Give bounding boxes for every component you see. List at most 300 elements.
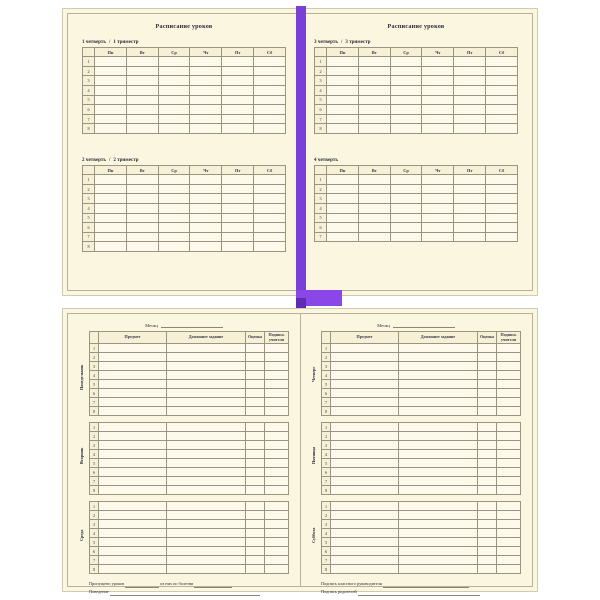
table-row[interactable] <box>322 353 521 362</box>
lesson-cell[interactable] <box>454 203 486 213</box>
signature-cell[interactable] <box>265 556 289 565</box>
lesson-cell[interactable] <box>454 194 486 204</box>
mark-cell[interactable] <box>246 538 265 547</box>
table-row[interactable] <box>90 538 289 547</box>
mark-cell[interactable] <box>478 344 497 353</box>
signature-cell[interactable] <box>265 468 289 477</box>
mark-cell[interactable] <box>478 459 497 468</box>
mark-cell[interactable] <box>478 353 497 362</box>
signature-cell[interactable] <box>265 477 289 486</box>
lesson-cell[interactable] <box>358 76 390 86</box>
signature-cell[interactable] <box>497 389 521 398</box>
lesson-cell[interactable] <box>158 223 190 233</box>
table-row[interactable] <box>83 105 286 115</box>
mark-cell[interactable] <box>478 477 497 486</box>
mark-cell[interactable] <box>478 362 497 371</box>
lesson-cell[interactable] <box>327 203 359 213</box>
lesson-cell[interactable] <box>327 114 359 124</box>
signature-cell[interactable] <box>265 423 289 432</box>
lesson-cell[interactable] <box>222 95 254 105</box>
lesson-cell[interactable] <box>222 213 254 223</box>
homework-cell[interactable] <box>399 547 478 556</box>
lesson-cell[interactable] <box>158 232 190 242</box>
signature-cell[interactable] <box>265 486 289 495</box>
subject-cell[interactable] <box>331 538 399 547</box>
subject-cell[interactable] <box>331 423 399 432</box>
subject-cell[interactable] <box>99 398 167 407</box>
mark-cell[interactable] <box>246 477 265 486</box>
lesson-cell[interactable] <box>158 194 190 204</box>
lesson-cell[interactable] <box>358 213 390 223</box>
mark-cell[interactable] <box>246 353 265 362</box>
table-row[interactable] <box>90 547 289 556</box>
homework-cell[interactable] <box>399 362 478 371</box>
table-row[interactable] <box>83 95 286 105</box>
lesson-cell[interactable] <box>358 232 390 242</box>
mark-cell[interactable] <box>246 547 265 556</box>
lesson-cell[interactable] <box>390 194 422 204</box>
lesson-cell[interactable] <box>158 76 190 86</box>
subject-cell[interactable] <box>99 556 167 565</box>
subject-cell[interactable] <box>331 459 399 468</box>
lesson-cell[interactable] <box>126 95 158 105</box>
signature-cell[interactable] <box>265 432 289 441</box>
homework-cell[interactable] <box>399 502 478 511</box>
table-row[interactable] <box>315 184 518 194</box>
homework-cell[interactable] <box>399 344 478 353</box>
table-row[interactable] <box>315 105 518 115</box>
signature-cell[interactable] <box>497 477 521 486</box>
lesson-cell[interactable] <box>486 95 518 105</box>
subject-cell[interactable] <box>331 477 399 486</box>
signature-cell[interactable] <box>265 344 289 353</box>
lesson-cell[interactable] <box>254 114 286 124</box>
lesson-cell[interactable] <box>486 66 518 76</box>
homework-cell[interactable] <box>167 398 246 407</box>
lesson-cell[interactable] <box>222 184 254 194</box>
signature-cell[interactable] <box>497 538 521 547</box>
lesson-cell[interactable] <box>358 124 390 134</box>
lesson-cell[interactable] <box>126 124 158 134</box>
subject-cell[interactable] <box>331 353 399 362</box>
homework-cell[interactable] <box>167 353 246 362</box>
lesson-cell[interactable] <box>454 175 486 185</box>
table-row[interactable] <box>322 468 521 477</box>
table-row[interactable] <box>90 502 289 511</box>
subject-cell[interactable] <box>99 353 167 362</box>
homework-cell[interactable] <box>399 380 478 389</box>
subject-cell[interactable] <box>331 362 399 371</box>
lesson-cell[interactable] <box>126 232 158 242</box>
lesson-cell[interactable] <box>95 213 127 223</box>
mark-cell[interactable] <box>478 371 497 380</box>
parent-signature-line[interactable] <box>358 590 480 596</box>
table-row[interactable] <box>90 486 289 495</box>
table-row[interactable] <box>315 114 518 124</box>
lesson-cell[interactable] <box>190 76 222 86</box>
signature-cell[interactable] <box>265 407 289 416</box>
subject-cell[interactable] <box>99 371 167 380</box>
table-row[interactable] <box>90 477 289 486</box>
mark-cell[interactable] <box>478 380 497 389</box>
table-row[interactable] <box>90 450 289 459</box>
lesson-cell[interactable] <box>358 57 390 67</box>
table-row[interactable] <box>315 175 518 185</box>
table-row[interactable] <box>83 175 286 185</box>
homework-cell[interactable] <box>399 565 478 574</box>
table-row[interactable] <box>90 459 289 468</box>
lesson-cell[interactable] <box>190 124 222 134</box>
lesson-cell[interactable] <box>390 85 422 95</box>
lesson-cell[interactable] <box>454 124 486 134</box>
lesson-cell[interactable] <box>222 114 254 124</box>
signature-cell[interactable] <box>497 486 521 495</box>
lesson-cell[interactable] <box>95 175 127 185</box>
signature-cell[interactable] <box>497 459 521 468</box>
mark-cell[interactable] <box>478 486 497 495</box>
lesson-cell[interactable] <box>422 85 454 95</box>
table-row[interactable] <box>315 232 518 242</box>
table-row[interactable] <box>315 95 518 105</box>
lesson-cell[interactable] <box>222 232 254 242</box>
lesson-cell[interactable] <box>390 232 422 242</box>
subject-cell[interactable] <box>331 502 399 511</box>
lesson-cell[interactable] <box>254 213 286 223</box>
lesson-cell[interactable] <box>486 124 518 134</box>
subject-cell[interactable] <box>331 389 399 398</box>
lesson-cell[interactable] <box>126 105 158 115</box>
signature-cell[interactable] <box>497 432 521 441</box>
lesson-cell[interactable] <box>126 76 158 86</box>
mark-cell[interactable] <box>246 344 265 353</box>
subject-cell[interactable] <box>99 459 167 468</box>
table-row[interactable] <box>322 511 521 520</box>
subject-cell[interactable] <box>99 520 167 529</box>
lesson-cell[interactable] <box>95 242 127 252</box>
lesson-cell[interactable] <box>158 66 190 76</box>
lesson-cell[interactable] <box>422 95 454 105</box>
signature-cell[interactable] <box>497 511 521 520</box>
table-row[interactable] <box>322 407 521 416</box>
mark-cell[interactable] <box>246 511 265 520</box>
homework-cell[interactable] <box>399 432 478 441</box>
lesson-cell[interactable] <box>222 175 254 185</box>
lesson-cell[interactable] <box>327 175 359 185</box>
subject-cell[interactable] <box>99 407 167 416</box>
subject-cell[interactable] <box>331 344 399 353</box>
month-write-line[interactable] <box>161 322 223 328</box>
homework-cell[interactable] <box>399 520 478 529</box>
mark-cell[interactable] <box>246 441 265 450</box>
mark-cell[interactable] <box>246 468 265 477</box>
table-row[interactable] <box>322 459 521 468</box>
table-row[interactable] <box>315 124 518 134</box>
table-row[interactable] <box>322 441 521 450</box>
lesson-cell[interactable] <box>390 66 422 76</box>
subject-cell[interactable] <box>99 423 167 432</box>
table-row[interactable] <box>83 66 286 76</box>
lesson-cell[interactable] <box>390 203 422 213</box>
mark-cell[interactable] <box>478 450 497 459</box>
homework-cell[interactable] <box>399 423 478 432</box>
lesson-cell[interactable] <box>95 76 127 86</box>
lesson-cell[interactable] <box>422 194 454 204</box>
lesson-cell[interactable] <box>422 66 454 76</box>
lesson-cell[interactable] <box>190 105 222 115</box>
homework-cell[interactable] <box>167 538 246 547</box>
lesson-cell[interactable] <box>454 95 486 105</box>
signature-cell[interactable] <box>497 371 521 380</box>
homework-cell[interactable] <box>167 468 246 477</box>
lesson-cell[interactable] <box>95 184 127 194</box>
mark-cell[interactable] <box>478 423 497 432</box>
subject-cell[interactable] <box>331 407 399 416</box>
lesson-cell[interactable] <box>95 66 127 76</box>
lesson-cell[interactable] <box>254 76 286 86</box>
homework-cell[interactable] <box>167 547 246 556</box>
subject-cell[interactable] <box>99 477 167 486</box>
table-row[interactable] <box>90 407 289 416</box>
lesson-cell[interactable] <box>358 203 390 213</box>
subject-cell[interactable] <box>99 468 167 477</box>
table-row[interactable] <box>315 203 518 213</box>
lesson-cell[interactable] <box>222 194 254 204</box>
mark-cell[interactable] <box>246 398 265 407</box>
table-row[interactable] <box>83 57 286 67</box>
lesson-cell[interactable] <box>95 223 127 233</box>
table-row[interactable] <box>90 432 289 441</box>
lesson-cell[interactable] <box>486 194 518 204</box>
table-row[interactable] <box>83 114 286 124</box>
lesson-cell[interactable] <box>126 223 158 233</box>
homework-cell[interactable] <box>167 389 246 398</box>
lesson-cell[interactable] <box>254 175 286 185</box>
homework-cell[interactable] <box>167 556 246 565</box>
subject-cell[interactable] <box>331 380 399 389</box>
mark-cell[interactable] <box>478 556 497 565</box>
lesson-cell[interactable] <box>486 76 518 86</box>
lesson-cell[interactable] <box>95 203 127 213</box>
homework-cell[interactable] <box>167 423 246 432</box>
signature-cell[interactable] <box>265 547 289 556</box>
signature-cell[interactable] <box>497 468 521 477</box>
table-row[interactable] <box>90 556 289 565</box>
signature-cell[interactable] <box>497 407 521 416</box>
mark-cell[interactable] <box>478 398 497 407</box>
homework-cell[interactable] <box>399 398 478 407</box>
lesson-cell[interactable] <box>254 194 286 204</box>
subject-cell[interactable] <box>99 511 167 520</box>
table-row[interactable] <box>322 362 521 371</box>
lesson-cell[interactable] <box>422 184 454 194</box>
table-row[interactable] <box>315 213 518 223</box>
table-row[interactable] <box>83 76 286 86</box>
lesson-cell[interactable] <box>158 95 190 105</box>
lesson-cell[interactable] <box>126 66 158 76</box>
lesson-cell[interactable] <box>126 194 158 204</box>
lesson-cell[interactable] <box>95 232 127 242</box>
table-row[interactable] <box>322 556 521 565</box>
lesson-cell[interactable] <box>126 203 158 213</box>
lesson-cell[interactable] <box>358 114 390 124</box>
homework-cell[interactable] <box>399 450 478 459</box>
signature-cell[interactable] <box>265 353 289 362</box>
lesson-cell[interactable] <box>327 76 359 86</box>
lesson-cell[interactable] <box>327 194 359 204</box>
subject-cell[interactable] <box>99 362 167 371</box>
lesson-cell[interactable] <box>454 184 486 194</box>
lesson-cell[interactable] <box>454 114 486 124</box>
lesson-cell[interactable] <box>254 203 286 213</box>
homework-cell[interactable] <box>167 380 246 389</box>
table-row[interactable] <box>90 520 289 529</box>
behaviour-line[interactable] <box>110 590 260 596</box>
mark-cell[interactable] <box>246 459 265 468</box>
lesson-cell[interactable] <box>222 105 254 115</box>
homework-cell[interactable] <box>167 565 246 574</box>
lesson-cell[interactable] <box>358 223 390 233</box>
table-row[interactable] <box>90 565 289 574</box>
table-row[interactable] <box>322 380 521 389</box>
table-row[interactable] <box>90 398 289 407</box>
table-row[interactable] <box>90 423 289 432</box>
homework-cell[interactable] <box>167 432 246 441</box>
month-field-left[interactable] <box>68 322 300 328</box>
homework-cell[interactable] <box>167 450 246 459</box>
lesson-cell[interactable] <box>254 57 286 67</box>
lesson-cell[interactable] <box>486 203 518 213</box>
lesson-cell[interactable] <box>126 213 158 223</box>
mark-cell[interactable] <box>246 565 265 574</box>
lesson-cell[interactable] <box>422 232 454 242</box>
lesson-cell[interactable] <box>327 184 359 194</box>
lesson-cell[interactable] <box>190 85 222 95</box>
signature-cell[interactable] <box>265 441 289 450</box>
signature-cell[interactable] <box>497 450 521 459</box>
homework-cell[interactable] <box>399 441 478 450</box>
lesson-cell[interactable] <box>454 76 486 86</box>
table-row[interactable] <box>322 432 521 441</box>
subject-cell[interactable] <box>331 450 399 459</box>
lesson-cell[interactable] <box>486 105 518 115</box>
lesson-cell[interactable] <box>254 105 286 115</box>
lesson-cell[interactable] <box>327 85 359 95</box>
homework-cell[interactable] <box>399 371 478 380</box>
lesson-cell[interactable] <box>327 105 359 115</box>
lesson-cell[interactable] <box>190 175 222 185</box>
lesson-cell[interactable] <box>158 105 190 115</box>
mark-cell[interactable] <box>246 556 265 565</box>
signature-cell[interactable] <box>265 502 289 511</box>
subject-cell[interactable] <box>99 441 167 450</box>
lesson-cell[interactable] <box>254 232 286 242</box>
signature-cell[interactable] <box>497 556 521 565</box>
table-row[interactable] <box>90 441 289 450</box>
lesson-cell[interactable] <box>486 232 518 242</box>
homework-cell[interactable] <box>399 468 478 477</box>
table-row[interactable] <box>83 85 286 95</box>
lesson-cell[interactable] <box>358 194 390 204</box>
lesson-cell[interactable] <box>486 114 518 124</box>
lesson-cell[interactable] <box>390 223 422 233</box>
table-row[interactable] <box>83 184 286 194</box>
table-row[interactable] <box>315 85 518 95</box>
lesson-cell[interactable] <box>158 57 190 67</box>
lesson-cell[interactable] <box>222 76 254 86</box>
table-row[interactable] <box>322 423 521 432</box>
lesson-cell[interactable] <box>190 114 222 124</box>
signature-cell[interactable] <box>265 371 289 380</box>
lesson-cell[interactable] <box>190 242 222 252</box>
subject-cell[interactable] <box>331 556 399 565</box>
lesson-cell[interactable] <box>222 85 254 95</box>
table-row[interactable] <box>322 565 521 574</box>
table-row[interactable] <box>322 477 521 486</box>
lesson-cell[interactable] <box>390 105 422 115</box>
table-row[interactable] <box>90 371 289 380</box>
mark-cell[interactable] <box>478 538 497 547</box>
lesson-cell[interactable] <box>327 66 359 76</box>
lesson-cell[interactable] <box>358 175 390 185</box>
lesson-cell[interactable] <box>95 105 127 115</box>
lesson-cell[interactable] <box>190 223 222 233</box>
table-row[interactable] <box>90 468 289 477</box>
signature-cell[interactable] <box>497 502 521 511</box>
subject-cell[interactable] <box>99 432 167 441</box>
signature-cell[interactable] <box>265 389 289 398</box>
lesson-cell[interactable] <box>158 184 190 194</box>
subject-cell[interactable] <box>331 468 399 477</box>
lesson-cell[interactable] <box>422 57 454 67</box>
lesson-cell[interactable] <box>358 184 390 194</box>
table-row[interactable] <box>90 389 289 398</box>
signature-cell[interactable] <box>497 344 521 353</box>
lesson-cell[interactable] <box>358 95 390 105</box>
lesson-cell[interactable] <box>126 184 158 194</box>
lesson-cell[interactable] <box>158 213 190 223</box>
signature-cell[interactable] <box>265 511 289 520</box>
subject-cell[interactable] <box>331 511 399 520</box>
subject-cell[interactable] <box>99 389 167 398</box>
table-row[interactable] <box>322 450 521 459</box>
subject-cell[interactable] <box>331 547 399 556</box>
subject-cell[interactable] <box>331 371 399 380</box>
lesson-cell[interactable] <box>358 85 390 95</box>
signature-cell[interactable] <box>497 423 521 432</box>
mark-cell[interactable] <box>478 565 497 574</box>
lesson-cell[interactable] <box>190 57 222 67</box>
homework-cell[interactable] <box>167 529 246 538</box>
subject-cell[interactable] <box>99 547 167 556</box>
table-row[interactable] <box>83 213 286 223</box>
lesson-cell[interactable] <box>390 184 422 194</box>
table-row[interactable] <box>322 389 521 398</box>
lesson-cell[interactable] <box>126 242 158 252</box>
lesson-cell[interactable] <box>158 85 190 95</box>
lesson-cell[interactable] <box>454 85 486 95</box>
homework-cell[interactable] <box>167 511 246 520</box>
signature-cell[interactable] <box>497 362 521 371</box>
lesson-cell[interactable] <box>126 175 158 185</box>
lesson-cell[interactable] <box>327 95 359 105</box>
mark-cell[interactable] <box>246 362 265 371</box>
signature-cell[interactable] <box>265 450 289 459</box>
mark-cell[interactable] <box>478 511 497 520</box>
signature-cell[interactable] <box>265 565 289 574</box>
signature-cell[interactable] <box>497 353 521 362</box>
homework-cell[interactable] <box>399 389 478 398</box>
lesson-cell[interactable] <box>190 203 222 213</box>
